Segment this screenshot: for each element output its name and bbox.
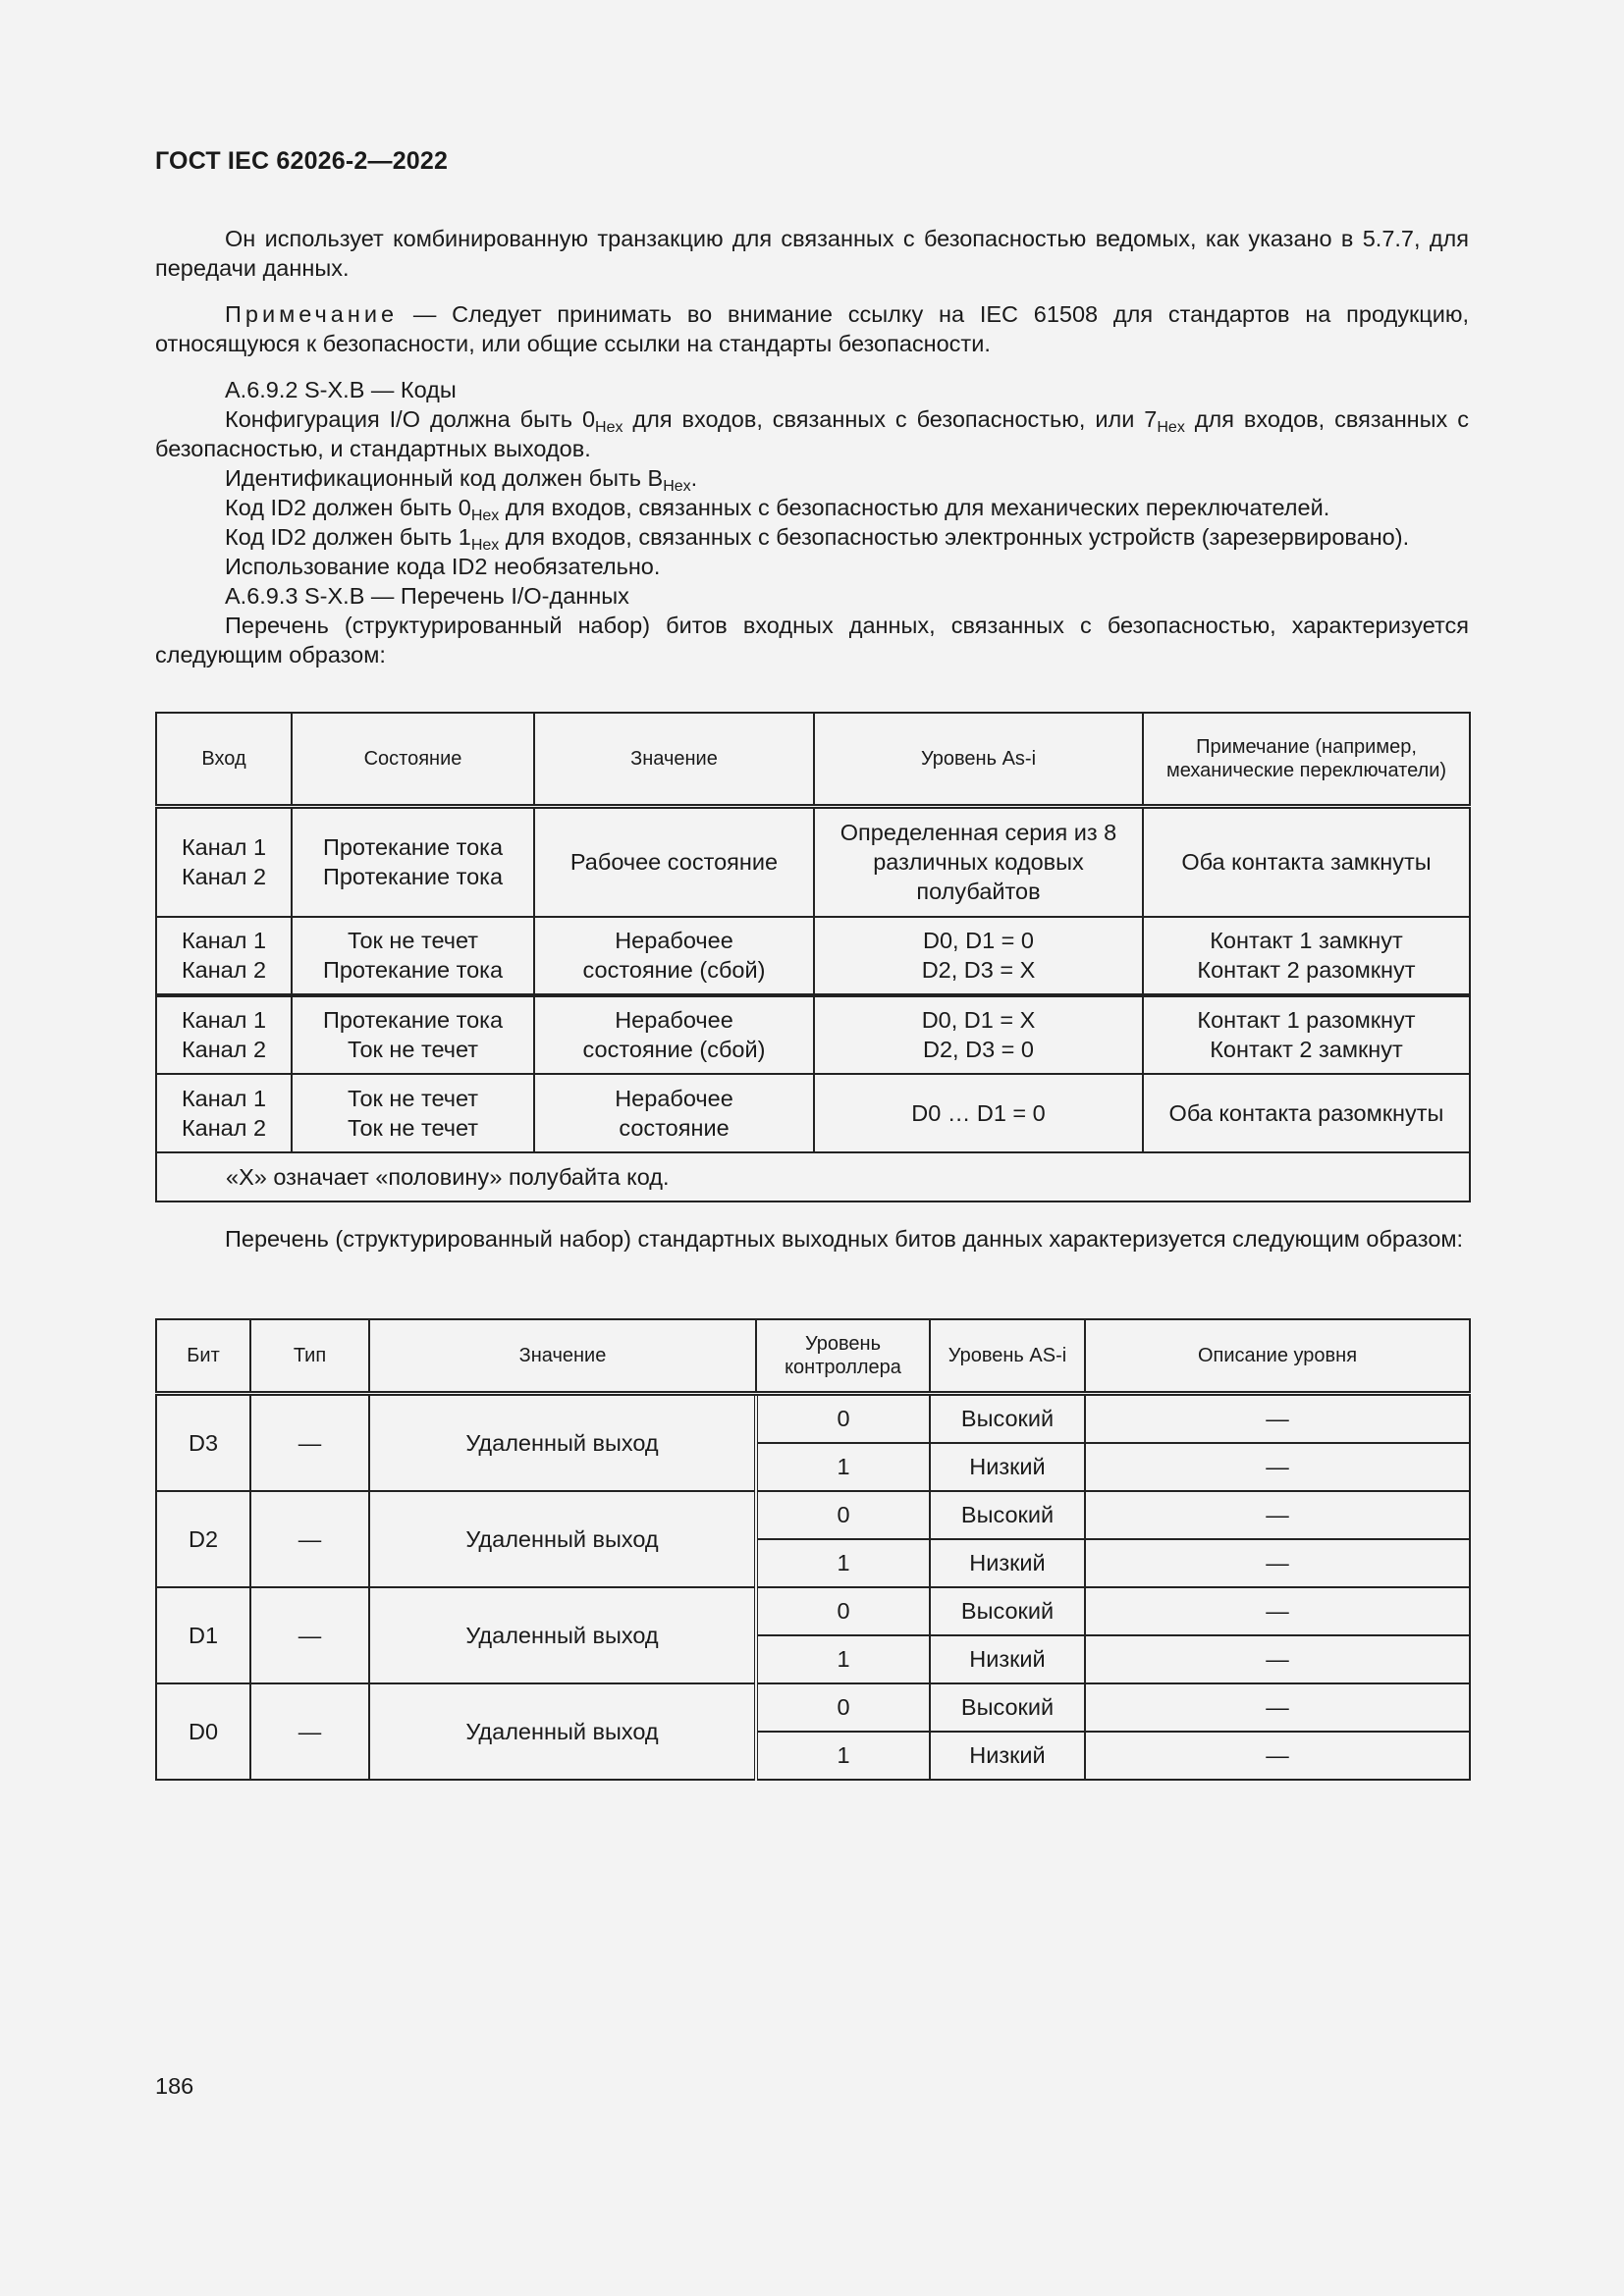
cell-bit: D2 — [156, 1491, 250, 1587]
cell-level-description: — — [1085, 1394, 1470, 1444]
cell-controller-level: 0 — [756, 1394, 930, 1444]
id-code-period: . — [690, 465, 698, 491]
cell-value: Нерабочее состояние — [534, 1074, 814, 1152]
cell-controller-level: 0 — [756, 1683, 930, 1732]
hex-subscript: Hex — [595, 419, 623, 436]
cell-controller-level: 0 — [756, 1491, 930, 1539]
cell-type: — — [250, 1587, 369, 1683]
cell-controller-level: 1 — [756, 1732, 930, 1780]
output-intro — [155, 1224, 1469, 1254]
cell-input: Канал 1 Канал 2 — [156, 807, 292, 917]
cell-level-description: — — [1085, 1732, 1470, 1780]
cell-controller-level: 1 — [756, 1635, 930, 1683]
paragraph-id2-mechanical — [155, 493, 1469, 522]
cell-asi-level: Низкий — [930, 1732, 1085, 1780]
cell-value: Удаленный выход — [369, 1683, 756, 1780]
cell-state: Протекание тока Протекание тока — [292, 807, 534, 917]
table-row — [156, 917, 1470, 995]
header-input: Вход — [156, 713, 292, 807]
note-dash: — — [398, 301, 453, 327]
cell-controller-level: 0 — [756, 1587, 930, 1635]
table-row — [156, 1587, 1470, 1635]
cell-note: Контакт 1 разомкнут Контакт 2 замкнут — [1143, 995, 1470, 1074]
table-footnote: «X» означает «половину» полубайта код. — [156, 1152, 1470, 1201]
section-heading-io-data: А.6.9.3 S-X.B — Перечень I/O-данных — [225, 583, 629, 609]
cell-asi-level: D0 … D1 = 0 — [814, 1074, 1143, 1152]
header-asi-level: Уровень As-i — [814, 713, 1143, 807]
cell-asi-level: Высокий — [930, 1491, 1085, 1539]
input-data-table — [155, 712, 1471, 1202]
cell-value: Нерабочее состояние (сбой) — [534, 917, 814, 995]
cell-level-description: — — [1085, 1539, 1470, 1587]
cell-level-description: — — [1085, 1683, 1470, 1732]
header-state: Состояние — [292, 713, 534, 807]
header-type: Тип — [250, 1319, 369, 1394]
cell-asi-level: Низкий — [930, 1539, 1085, 1587]
page-number: 186 — [155, 2073, 194, 2099]
cell-type: — — [250, 1491, 369, 1587]
cell-value: Удаленный выход — [369, 1394, 756, 1492]
cell-controller-level: 1 — [756, 1539, 930, 1587]
table-header-row — [156, 1319, 1470, 1394]
cell-input: Канал 1 Канал 2 — [156, 917, 292, 995]
cell-note: Оба контакта разомкнуты — [1143, 1074, 1470, 1152]
io-config-text-1: Конфигурация I/O должна быть 0 — [225, 406, 596, 432]
header-bit: Бит — [156, 1319, 250, 1394]
note-text: Следует принимать во внимание ссылку на IEC 61508 для стандартов на продукцию, относящуюся к безопасности, или общие ссылки на стандарты безопасности. — [155, 301, 1470, 356]
output-data-table — [155, 1318, 1471, 1781]
cell-state: Ток не течет Протекание тока — [292, 917, 534, 995]
cell-value: Нерабочее состояние (сбой) — [534, 995, 814, 1074]
cell-input: Канал 1 Канал 2 — [156, 995, 292, 1074]
cell-asi-level: D0, D1 = 0 D2, D3 = X — [814, 917, 1143, 995]
header-note: Примечание (например, механические переключатели) — [1143, 713, 1470, 807]
header-asi-level: Уровень AS-i — [930, 1319, 1085, 1394]
section-heading-codes: А.6.9.2 S-X.B — Коды — [225, 377, 457, 402]
header-value: Значение — [534, 713, 814, 807]
paragraph-input-list: Перечень (структурированный набор) битов входных данных, связанных с безопасностью, характеризуется следующим образом: — [155, 613, 1469, 667]
cell-level-description: — — [1085, 1635, 1470, 1683]
table-row — [156, 1491, 1470, 1539]
hex-subscript: Hex — [663, 478, 691, 495]
cell-value: Удаленный выход — [369, 1491, 756, 1587]
cell-type: — — [250, 1394, 369, 1492]
header-level-description: Описание уровня — [1085, 1319, 1470, 1394]
hex-subscript: Hex — [470, 507, 500, 524]
table-header-row — [156, 713, 1470, 807]
id2-mech-text-2: для входов, связанных с безопасностью для механических переключателей. — [499, 495, 1330, 520]
io-config-text-3: для входов, связанных с безопасностью, и стандартных выходов. — [155, 406, 1469, 461]
id-code-text: Идентификационный код должен быть B — [225, 465, 664, 491]
hex-subscript: Hex — [1157, 419, 1185, 436]
cell-asi-level: Определенная серия из 8 различных кодовых полубайтов — [814, 807, 1143, 917]
cell-level-description: — — [1085, 1491, 1470, 1539]
cell-bit: D3 — [156, 1394, 250, 1492]
intro-text — [155, 224, 1469, 669]
cell-controller-level: 1 — [756, 1443, 930, 1491]
cell-bit: D1 — [156, 1587, 250, 1683]
note-label: Примечание — [225, 301, 399, 327]
cell-note: Оба контакта замкнуты — [1143, 807, 1470, 917]
id2-mech-text-1: Код ID2 должен быть 0 — [225, 495, 471, 520]
cell-asi-level: Высокий — [930, 1683, 1085, 1732]
table-row — [156, 807, 1470, 917]
cell-input: Канал 1 Канал 2 — [156, 1074, 292, 1152]
cell-level-description: — — [1085, 1443, 1470, 1491]
paragraph-id-code — [155, 463, 1469, 493]
note-paragraph — [155, 299, 1469, 358]
document-header: ГОСТ IEC 62026-2—2022 — [155, 147, 449, 175]
cell-level-description: — — [1085, 1587, 1470, 1635]
cell-bit: D0 — [156, 1683, 250, 1780]
table-row — [156, 1683, 1470, 1732]
cell-type: — — [250, 1683, 369, 1780]
header-controller-level: Уровень контроллера — [756, 1319, 930, 1394]
cell-note: Контакт 1 замкнут Контакт 2 разомкнут — [1143, 917, 1470, 995]
cell-asi-level: Высокий — [930, 1394, 1085, 1444]
cell-asi-level: Низкий — [930, 1443, 1085, 1491]
header-value: Значение — [369, 1319, 756, 1394]
table-row — [156, 1394, 1470, 1444]
id2-elec-text-2: для входов, связанных с безопасностью электронных устройств (зарезервировано). — [499, 524, 1410, 550]
id2-elec-text-1: Код ID2 должен быть 1 — [225, 524, 471, 550]
cell-asi-level: Низкий — [930, 1635, 1085, 1683]
hex-subscript: Hex — [470, 537, 500, 554]
cell-asi-level: D0, D1 = X D2, D3 = 0 — [814, 995, 1143, 1074]
paragraph-transaction: Он использует комбинированную транзакцию для связанных с безопасностью ведомых, как указано в 5.7.7, для передачи данных. — [155, 226, 1469, 281]
io-config-text-2: для входов, связанных с безопасностью, или 7 — [623, 406, 1158, 432]
table-row — [156, 1074, 1470, 1152]
cell-value: Рабочее состояние — [534, 807, 814, 917]
paragraph-io-config — [155, 404, 1469, 463]
cell-asi-level: Высокий — [930, 1587, 1085, 1635]
paragraph-id2-electronic — [155, 522, 1469, 552]
paragraph-id2-optional: Использование кода ID2 необязательно. — [225, 554, 661, 579]
cell-value: Удаленный выход — [369, 1587, 756, 1683]
table-row — [156, 995, 1470, 1074]
table-note-row — [156, 1152, 1470, 1201]
cell-state: Протекание тока Ток не течет — [292, 995, 534, 1074]
cell-state: Ток не течет Ток не течет — [292, 1074, 534, 1152]
paragraph-output-list: Перечень (структурированный набор) стандартных выходных битов данных характеризуется следующим образом: — [225, 1226, 1464, 1252]
